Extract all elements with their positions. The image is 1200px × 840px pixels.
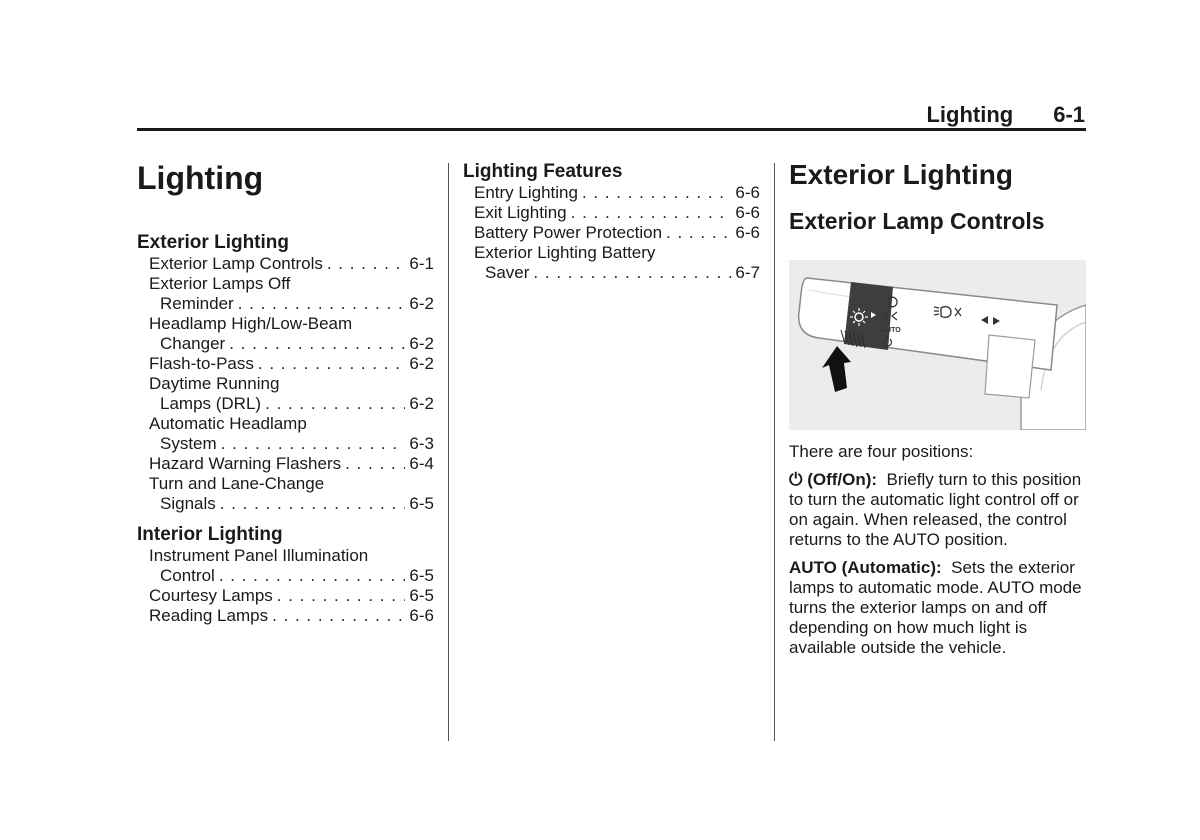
- header-section-title: Lighting: [926, 102, 1014, 127]
- off-on-description: Briefly turn to this position to turn the automatic light control off or on again. When released, the control returns to the AUTO position.: [789, 470, 1082, 549]
- toc-entry[interactable]: [463, 203, 760, 223]
- chapter-toc-continued: [463, 161, 760, 283]
- toc-list: [137, 254, 434, 514]
- toc-entry-title: Signals: [160, 494, 216, 513]
- toc-dot-leader: [582, 183, 731, 203]
- toc-entry[interactable]: [137, 414, 434, 454]
- toc-entry[interactable]: [137, 374, 434, 414]
- toc-entry[interactable]: [137, 254, 434, 274]
- off-on-paragraph: [789, 470, 1086, 550]
- toc-dot-leader: [272, 606, 405, 626]
- toc-entry-title: Saver: [485, 263, 530, 282]
- toc-section-heading: Exterior Lighting: [137, 232, 289, 253]
- toc-page-number: 6-6: [735, 183, 760, 202]
- toc-dot-leader: [265, 394, 405, 414]
- toc-page-number: 6-7: [735, 263, 760, 282]
- chapter-title: Lighting: [137, 160, 264, 196]
- toc-entry-title: Entry Lighting: [474, 183, 578, 202]
- toc-dot-leader: [229, 334, 405, 354]
- toc-page-number: 6-2: [409, 394, 434, 413]
- toc-page-number: 6-1: [409, 254, 434, 273]
- header-page-number: 6-1: [1053, 102, 1085, 127]
- right-column: [789, 158, 1086, 658]
- toc-entry[interactable]: [137, 474, 434, 514]
- toc-list: [137, 546, 434, 626]
- toc-page-number: 6-6: [735, 223, 760, 242]
- auto-label: AUTO (Automatic):: [789, 558, 942, 577]
- toc-entry-title: Exterior Lamp Controls: [149, 254, 323, 273]
- lamp-control-illustration: [789, 260, 1086, 430]
- toc-dot-leader: [220, 494, 406, 514]
- toc-entry-title: Exterior Lamps Off: [149, 274, 291, 293]
- toc-entry-title: Control: [160, 566, 215, 585]
- toc-entry-title: Instrument Panel Illumination: [149, 546, 369, 565]
- toc-page-number: 6-2: [409, 354, 434, 373]
- off-on-label: ⏻ (Off/On):: [789, 470, 878, 489]
- toc-page-number: 6-2: [409, 294, 434, 313]
- middle-column: [463, 158, 760, 283]
- toc-page-number: 6-2: [409, 334, 434, 353]
- toc-dot-leader: [327, 254, 406, 274]
- toc-entry-title: Exit Lighting: [474, 203, 567, 222]
- toc-dot-leader: [277, 586, 406, 606]
- toc-entry-title: Changer: [160, 334, 226, 353]
- toc-entry-title: Daytime Running: [149, 374, 280, 393]
- auto-paragraph: [789, 558, 1086, 658]
- toc-page-number: 6-5: [409, 586, 434, 605]
- toc-section-heading: Lighting Features: [463, 161, 623, 182]
- section-title: Exterior Lighting: [789, 159, 1013, 190]
- power-symbol-icon: ⏻: [789, 470, 803, 489]
- header-rule: [137, 128, 1086, 131]
- toc-entry[interactable]: [137, 606, 434, 626]
- toc-entry[interactable]: [463, 243, 760, 283]
- toc-entry-title: Lamps (DRL): [160, 394, 262, 413]
- toc-entry[interactable]: [137, 586, 434, 606]
- positions-intro: There are four positions:: [789, 442, 974, 461]
- auto-mark-label: AUTO: [881, 327, 901, 334]
- left-column: [137, 158, 434, 626]
- toc-entry-title: Headlamp High/Low-Beam: [149, 314, 353, 333]
- toc-entry-title: Turn and Lane-Change: [149, 474, 325, 493]
- toc-entry-title: Reading Lamps: [149, 606, 269, 625]
- toc-entry-title: System: [160, 434, 217, 453]
- column-divider-1: [448, 163, 449, 741]
- toc-dot-leader: [238, 294, 406, 314]
- toc-entry[interactable]: [137, 546, 434, 586]
- toc-dot-leader: [345, 454, 405, 474]
- toc-dot-leader: [533, 263, 731, 283]
- toc-entry[interactable]: [137, 354, 434, 374]
- toc-page-number: 6-5: [409, 494, 434, 513]
- auto-description: Sets the exterior lamps to automatic mode. AUTO mode turns the exterior lamps on and off depending on how much light is available outside the vehicle.: [789, 558, 1082, 657]
- toc-entry[interactable]: [137, 274, 434, 314]
- toc-entry-title: Battery Power Protection: [474, 223, 663, 242]
- toc-entry[interactable]: [137, 314, 434, 354]
- toc-entry-title: Automatic Headlamp: [149, 414, 307, 433]
- chapter-toc: [137, 232, 434, 626]
- toc-entry-title: Reminder: [160, 294, 234, 313]
- toc-entry[interactable]: [463, 223, 760, 243]
- toc-entry-title: Hazard Warning Flashers: [149, 454, 342, 473]
- toc-entry[interactable]: [463, 183, 760, 203]
- toc-dot-leader: [221, 434, 406, 454]
- toc-entry-title: Exterior Lighting Battery: [474, 243, 656, 262]
- toc-page-number: 6-4: [409, 454, 434, 473]
- toc-page-number: 6-6: [735, 203, 760, 222]
- toc-entry[interactable]: [137, 454, 434, 474]
- toc-entry-title: Flash-to-Pass: [149, 354, 254, 373]
- column-divider-2: [774, 163, 775, 741]
- toc-entry-title: Courtesy Lamps: [149, 586, 273, 605]
- page-header: [137, 102, 1085, 128]
- toc-dot-leader: [219, 566, 406, 586]
- toc-dot-leader: [258, 354, 406, 374]
- lamp-control-figure: [789, 260, 1086, 430]
- toc-list: [463, 183, 760, 283]
- toc-dot-leader: [666, 223, 731, 243]
- toc-dot-leader: [571, 203, 732, 223]
- toc-page-number: 6-5: [409, 566, 434, 585]
- toc-page-number: 6-3: [409, 434, 434, 453]
- subsection-title: Exterior Lamp Controls: [789, 208, 1045, 234]
- toc-page-number: 6-6: [409, 606, 434, 625]
- toc-section-heading: Interior Lighting: [137, 524, 283, 545]
